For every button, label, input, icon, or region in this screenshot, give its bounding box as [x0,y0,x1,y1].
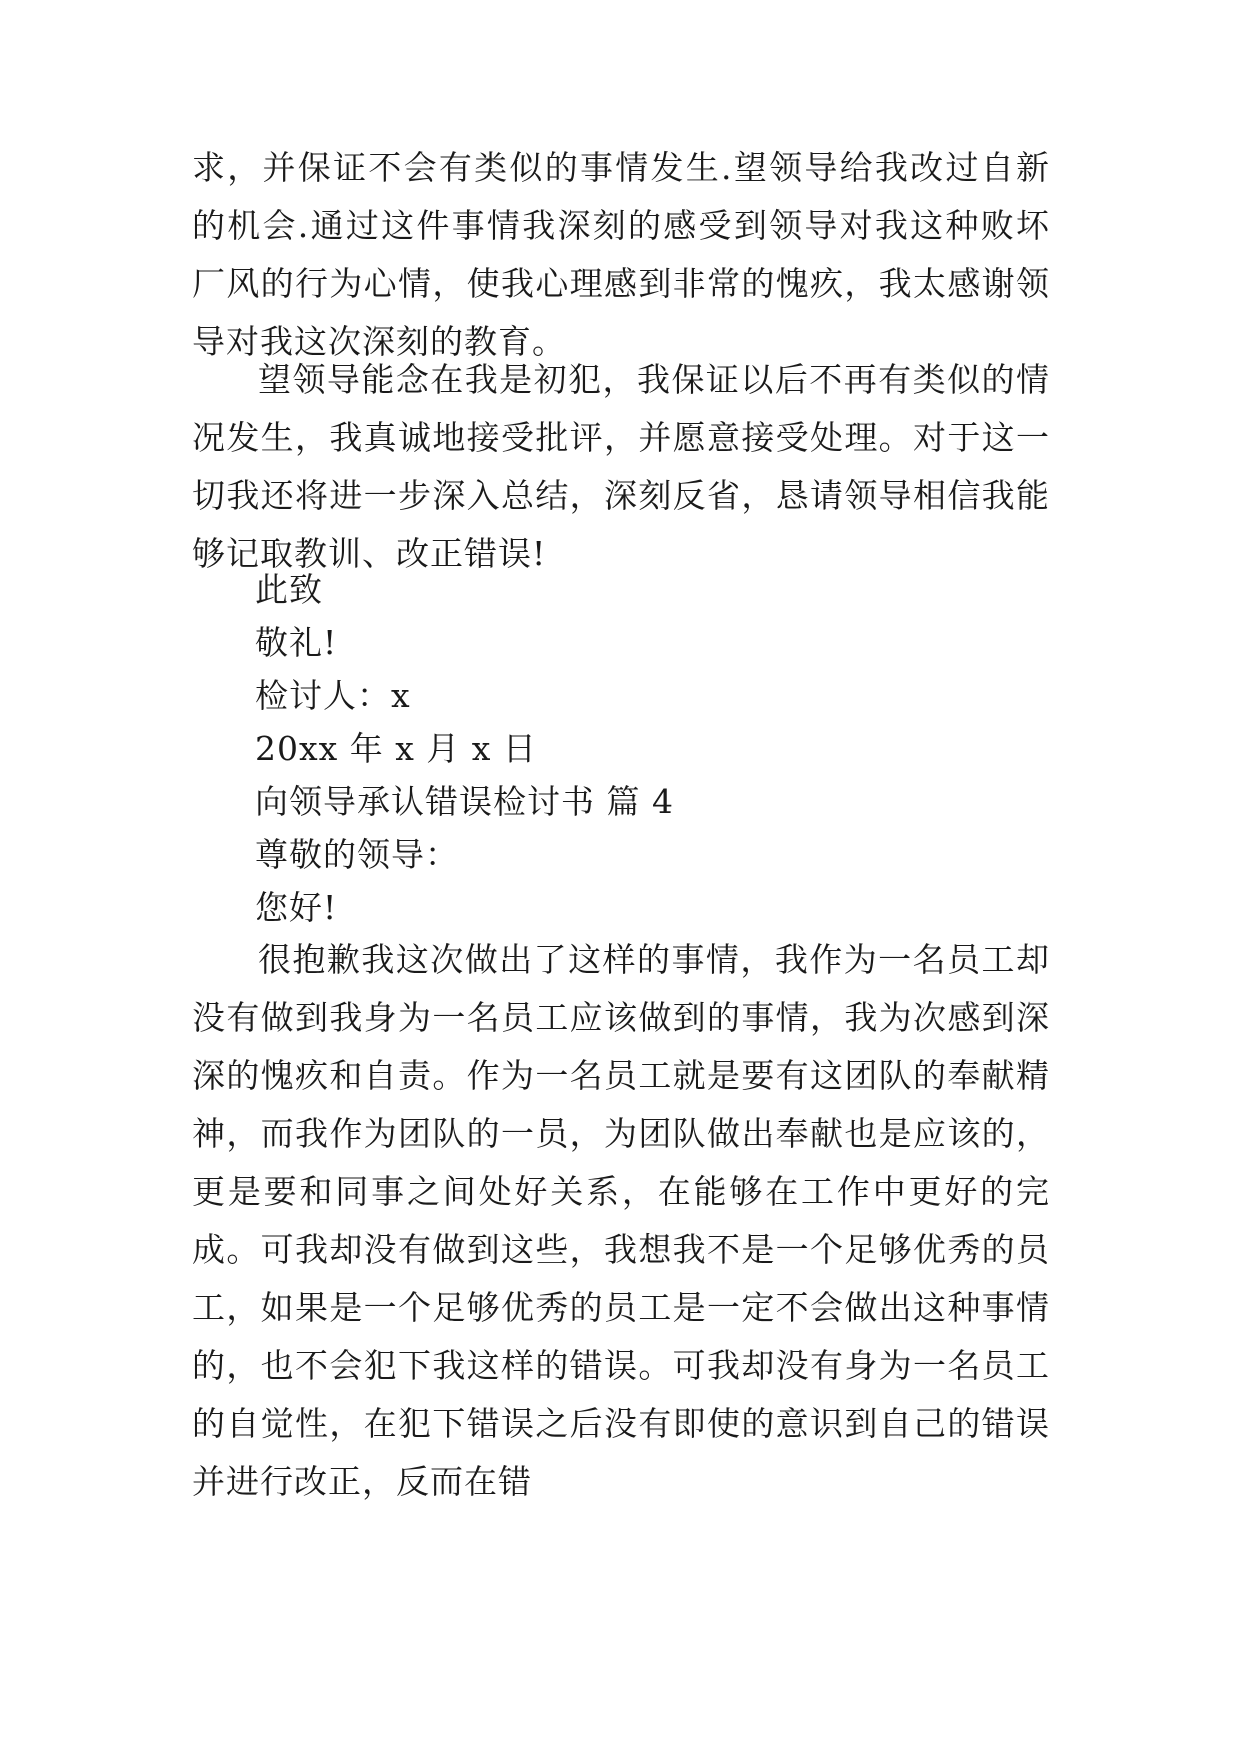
signer-line: 检讨人：x [255,676,411,715]
section-title: 向领导承认错误检讨书 篇 4 [255,782,674,821]
salutation: 尊敬的领导： [255,835,459,874]
paragraph-continued: 求，并保证不会有类似的事情发生.望领导给我改过自新的机会.通过这件事情我深刻的感受到领导对我这种败坏厂风的行为心情，使我心理感到非常的愧疚，我太感谢领导对我这次深刻的教育。 [192,148,1050,361]
paragraph-promise: 望领导能念在我是初犯，我保证以后不再有类似的情况发生，我真诚地接受批评，并愿意接受处理。对于这一切我还将进一步深入总结，深刻反省，恳请领导相信我能够记取教训、改正错误! [192,360,1050,573]
date-line: 20xx 年 x 月 x 日 [255,729,537,768]
closing-line-1: 此致 [255,570,323,609]
greeting: 您好! [255,888,338,927]
closing-line-2: 敬礼! [255,623,338,662]
paragraph-apology: 很抱歉我这次做出了这样的事情，我作为一名员工却没有做到我身为一名员工应该做到的事情，我为次感到深深的愧疚和自责。作为一名员工就是要有这团队的奉献精神，而我作为团队的一员，为团队做出奉献也是应该的，更是要和同事之间处好关系，在能够在工作中更好的完成。可我却没有做到这些，我想我不是一个足够优秀的员工，如果是一个足够优秀的员工是一定不会做出这种事情的，也不会犯下我这样的错误。可我却没有身为一名员工的自觉性，在犯下错误之后没有即使的意识到自己的错误并进行改正，反而在错 [192,940,1050,1501]
